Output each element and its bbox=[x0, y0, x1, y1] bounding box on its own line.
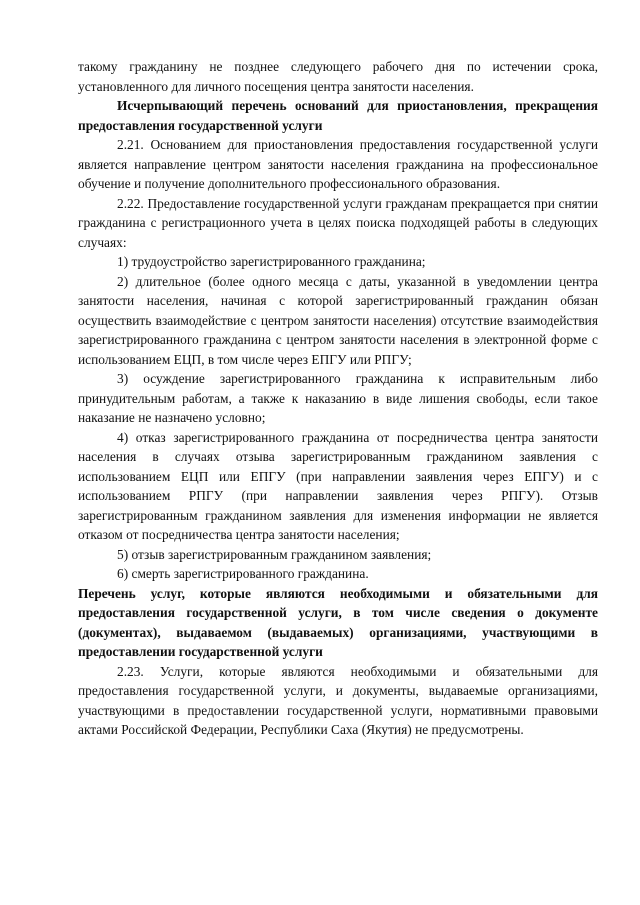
paragraph-2-22: 2.22. Предоставление государственной услуги гражданам прекращается при снятии гражданина с регистрационного учета в целях поиска подходящей работы в следующих случаях: bbox=[78, 195, 598, 250]
list-item-2: 2) длительное (более одного месяца с даты, указанной в уведомлении центра занятости населения, начиная с которой зарегистрированный гражданин обязан осуществить взаимодействие с центром занятости населения) отсутствие взаимодействия зарегистрированного гражданина с центром занятости населения в электронной форме с использованием ЕЦП, в том числе через ЕПГУ или РПГУ; bbox=[78, 273, 598, 367]
list-item-5: 5) отзыв зарегистрированным гражданином заявления; bbox=[117, 546, 432, 562]
list-item-1: 1) трудоустройство зарегистрированного гражданина; bbox=[117, 254, 426, 269]
heading-suspension-grounds: Исчерпывающий перечень оснований для приостановления, прекращения предоставления государственной услуги bbox=[78, 98, 598, 133]
paragraph-intro: такому гражданину не позднее следующего рабочего дня по истечении срока, установленного для личного посещения центра занятости населения. bbox=[78, 59, 598, 94]
list-item-3: 3) осуждение зарегистрированного гражданина к исправительным либо принудительным работам, а также к наказанию в виде лишения свободы, если такое наказание не назначено условно; bbox=[78, 371, 598, 425]
paragraph-2-21: 2.21. Основанием для приостановления предоставления государственной услуги является направление центром занятости населения гражданина на профессиональное обучение и получение дополнительного профессионального образования. bbox=[78, 137, 598, 191]
list-item-6: 6) смерть зарегистрированного гражданина. bbox=[117, 566, 369, 581]
list-item-4: 4) отказ зарегистрированного гражданина от посредничества центра занятости населения в случаях отзыва зарегистрированным гражданином заявления с использованием ЕЦП или ЕПГУ (при направлении заявления через ЕПГУ) и с использованием РПГУ (при направлении заявления через РПГУ). Отзыв зарегистрированным гражданином заявления для изменения информации не является отказом от посредничества центра занятости населения; bbox=[78, 429, 598, 542]
heading-required-services: Перечень услуг, которые являются необходимыми и обязательными для предоставления государственной услуги, в том числе сведения о документе (документах), выдаваемом (выдаваемых) организациями, участвующими в предоставлении государственной услуги bbox=[78, 585, 598, 659]
paragraph-2-23: 2.23. Услуги, которые являются необходимыми и обязательными для предоставления государственной услуги, и документы, выдаваемые организациями, участвующими в предоставлении государственной услуги, нормативными правовыми актами Российской Федерации, Республики Саха (Якутия) не предусмотрены. bbox=[78, 663, 598, 737]
document-page bbox=[78, 57, 598, 740]
